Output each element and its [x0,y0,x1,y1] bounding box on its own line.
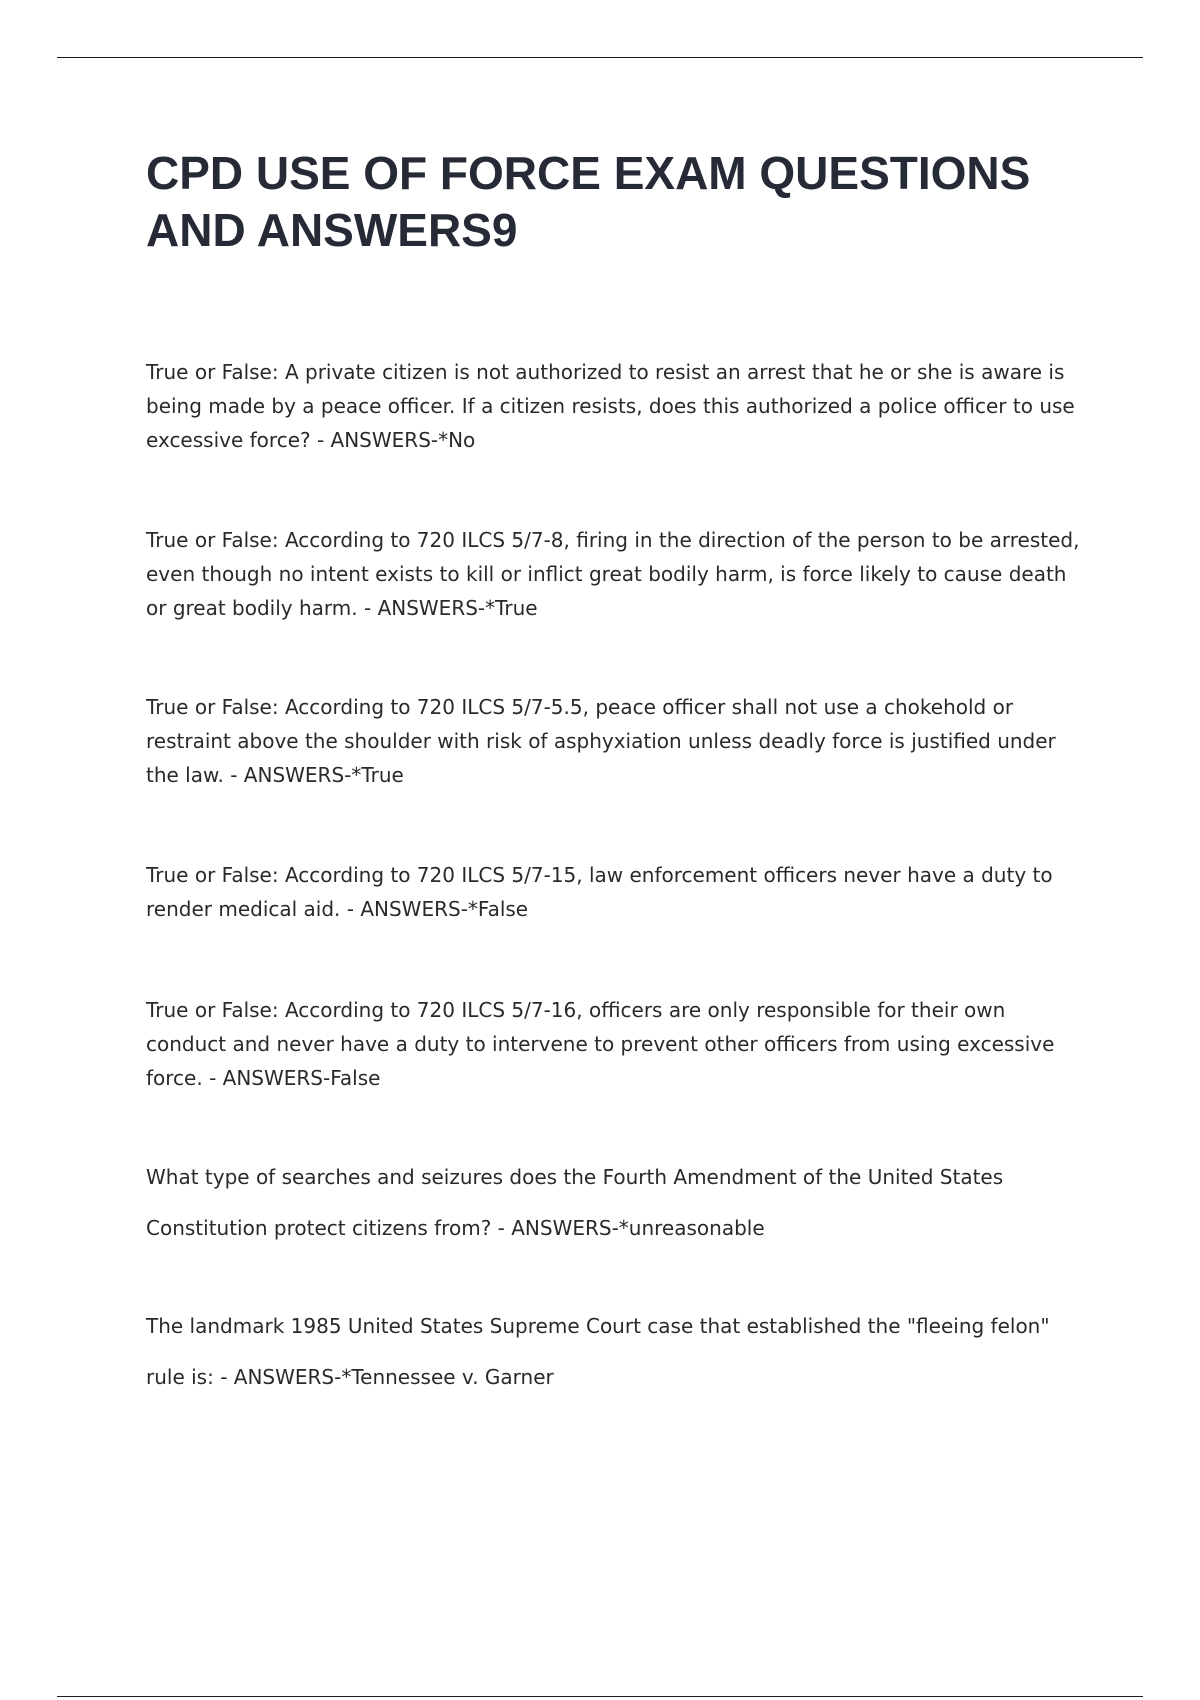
top-divider [57,57,1143,58]
bottom-divider [57,1696,1143,1697]
qa-item-3: True or False: According to 720 ILCS 5/7-5.5, peace officer shall not use a chokehold or restraint above the shoulder with risk of asphyxiation unless deadly force is justified under the law. - ANSWERS-*True [146,695,1056,787]
qa-item-4: True or False: According to 720 ILCS 5/7-15, law enforcement officers never have a duty to render medical aid. - ANSWERS-*False [146,863,1053,921]
qa-item-7: The landmark 1985 United States Supreme Court case that established the "fleeing felon" rule is: - ANSWERS-*Tennessee v. Garner [146,1314,1050,1389]
qa-item-2: True or False: According to 720 ILCS 5/7-8, firing in the direction of the person to be arrested, even though no intent exists to kill or inflict great bodily harm, is force likely to cause death or great bodily harm. - ANSWERS-*True [146,528,1080,620]
qa-item-6: What type of searches and seizures does the Fourth Amendment of the United States Constitution protect citizens from? - ANSWERS-*unreasonable [146,1165,1004,1240]
document-title: CPD USE OF FORCE EXAM QUESTIONS AND ANSWERS9 [146,147,1031,256]
qa-item-5: True or False: According to 720 ILCS 5/7-16, officers are only responsible for their own conduct and never have a duty to intervene to prevent other officers from using excessive force. - ANSWERS-False [146,998,1055,1090]
qa-item-1: True or False: A private citizen is not authorized to resist an arrest that he or she is aware is being made by a peace officer. If a citizen resists, does this authorized a police officer to use excessive force? - ANSWERS-*No [146,360,1075,452]
